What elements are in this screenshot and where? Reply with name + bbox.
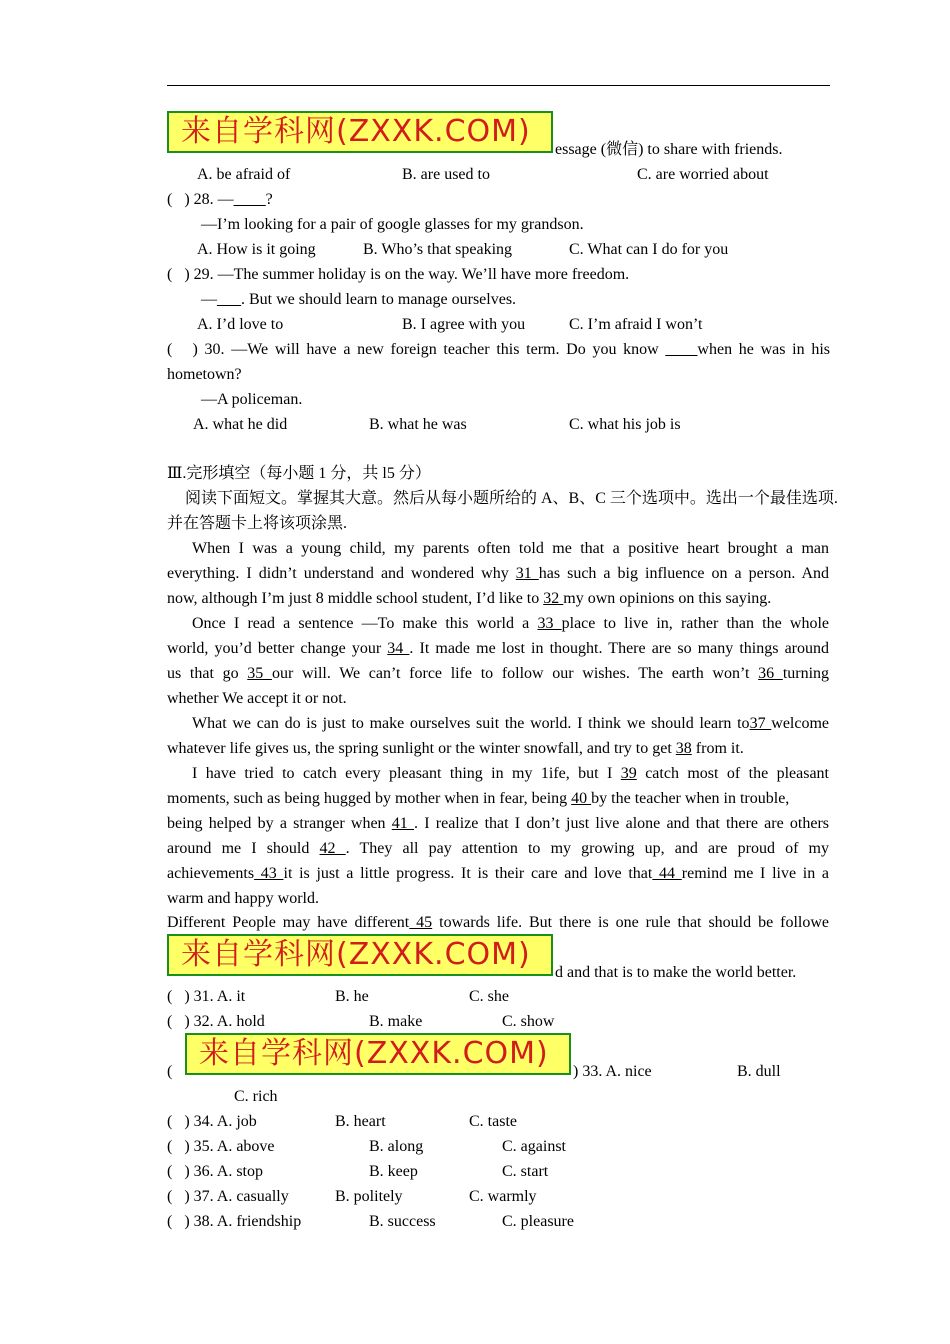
option-33-c: C. rich: [234, 1088, 278, 1105]
option-35-b: B. along: [369, 1138, 424, 1155]
option-38-c: C. pleasure: [502, 1213, 574, 1230]
blank-39: 39: [620, 765, 637, 782]
option-32-c: C. show: [502, 1013, 555, 1030]
answer-paren-open: (: [167, 341, 173, 358]
option-33-b: B. dull: [737, 1063, 781, 1080]
blank-45: 45: [409, 914, 433, 931]
q30-stem-text: 30. —We will have a new foreign teacher this term. Do you know: [204, 341, 666, 358]
q28-reply: —I’m looking for a pair of google glasses for my grandson.: [201, 216, 584, 233]
passage-line: whatever life gives us, the spring sunlight or the winter snowfall, and try to get 38 from it.: [167, 740, 744, 757]
passage-line: being helped by a stranger when 41 . I realize that I don’t just live alone and that there are others: [167, 815, 830, 832]
passage-line: d and that is to make the world better.: [555, 964, 797, 981]
q30-blank: ____: [665, 341, 698, 358]
passage-line: achievements 43 it is just a little progress. It is their care and love that 44 remind me I live in a: [167, 865, 830, 882]
q29-option-a: A. I’d love to: [197, 316, 284, 333]
q27-option-a: A. be afraid of: [197, 166, 291, 183]
q30-option-b: B. what he was: [369, 416, 467, 433]
answer-paren-open: (: [167, 266, 173, 283]
q28-end: ?: [265, 191, 273, 208]
option-row-37: ( ) 37. A. casually: [167, 1188, 289, 1205]
passage-line: moments, such as being hugged by mother when in fear, being 40 by the teacher when in trouble,: [167, 790, 790, 807]
option-row-34: ( ) 34. A. job: [167, 1113, 257, 1130]
option-37-b: B. politely: [335, 1188, 403, 1205]
blank-44: 44: [652, 865, 682, 882]
q30-option-c: C. what his job is: [569, 416, 681, 433]
answer-paren-open: (: [167, 191, 173, 208]
option-31-b: B. he: [335, 988, 369, 1005]
q29-stem-text: 29. —The summer holiday is on the way. We’ll have more freedom.: [193, 266, 630, 283]
section-title: Ⅲ.完形填空（每小题 1 分，共 l5 分）: [167, 465, 431, 482]
watermark-logo: 来自学科网(ZXXK.COM): [167, 934, 553, 976]
passage-line: now, although I’m just 8 middle school student, I’d like to 32 my own opinions on this saying.: [167, 590, 772, 607]
q27-option-b: B. are used to: [402, 166, 490, 183]
option-row-31: ( ) 31. A. it: [167, 988, 246, 1005]
blank-41: 41: [391, 815, 414, 832]
blank-34: 34: [387, 640, 410, 657]
q29-option-b: B. I agree with you: [402, 316, 526, 333]
blank-32: 32: [543, 590, 564, 607]
blank-42: 42: [319, 840, 346, 857]
passage-line: warm and happy world.: [167, 890, 319, 907]
answer-paren-close: ): [184, 266, 190, 283]
option-36-b: B. keep: [369, 1163, 418, 1180]
option-row-32: ( ) 32. A. hold: [167, 1013, 265, 1030]
q28-stem: [167, 190, 273, 210]
answer-paren-close: ): [192, 341, 198, 358]
passage-line: us that go 35 our will. We can’t force life to follow our wishes. The earth won’t 36 turning: [167, 665, 830, 682]
header-rule: [167, 85, 830, 86]
option-row-38: ( ) 38. A. friendship: [167, 1213, 302, 1230]
option-37-c: C. warmly: [469, 1188, 537, 1205]
q29-blank: ___: [217, 291, 241, 308]
blank-36: 36: [758, 665, 783, 682]
passage-line: Different People may have different 45 towards life. But there is one rule that should be followe: [167, 914, 829, 931]
blank-33: 33: [537, 615, 562, 632]
q28-option-c: C. What can I do for you: [569, 241, 729, 258]
blank-40: 40: [571, 790, 592, 807]
q29-reply-dash: —: [201, 291, 217, 308]
q28-number: 28. —: [193, 191, 234, 208]
q28-option-a: A. How is it going: [197, 241, 316, 258]
section-instructions: 阅读下面短文。掌握其大意。然后从每小题所给的 A、B、C 三个选项中。选出一个最佳选项.: [185, 490, 838, 507]
option-38-b: B. success: [369, 1213, 436, 1230]
option-row-33-paren: (: [167, 1063, 173, 1080]
option-row-33: ) 33. A. nice: [573, 1063, 652, 1080]
option-31-c: C. she: [469, 988, 509, 1005]
q29-stem: [167, 265, 629, 285]
passage-line: everything. I didn’t understand and wondered why 31 has such a big influence on a person. And: [167, 565, 830, 582]
passage-line: Once I read a sentence —To make this world a 33 place to live in, rather than the whole: [192, 615, 830, 632]
option-32-b: B. make: [369, 1013, 423, 1030]
q30-option-a: A. what he did: [193, 416, 288, 433]
answer-paren-close: ): [184, 191, 190, 208]
q27-stem-tail: essage (微信) to share with friends.: [555, 141, 783, 158]
blank-43: 43: [254, 865, 284, 882]
passage-line: around me I should 42 . They all pay attention to my growing up, and are proud of my: [167, 840, 829, 857]
q30-stem-tail: when he was in his: [697, 341, 831, 358]
option-36-c: C. start: [502, 1163, 549, 1180]
option-row-36: ( ) 36. A. stop: [167, 1163, 263, 1180]
q27-option-c: C. are worried about: [637, 166, 769, 183]
blank-37: 37: [749, 715, 772, 732]
passage-line: I have tried to catch every pleasant thing in my 1ife, but I 39 catch most of the pleasant: [192, 765, 829, 782]
blank-31: 31: [515, 565, 539, 582]
q29-option-c: C. I’m afraid I won’t: [569, 316, 703, 333]
option-34-c: C. taste: [469, 1113, 517, 1130]
passage-line: When I was a young child, my parents often told me that a positive heart brought a man: [192, 540, 829, 557]
blank-38: 38: [675, 740, 692, 757]
option-row-35: ( ) 35. A. above: [167, 1138, 275, 1155]
q30-reply: —A policeman.: [201, 391, 303, 408]
q28-blank: ____: [233, 191, 266, 208]
q30-stem: [167, 340, 830, 360]
section-instructions-cont: 并在答题卡上将该项涂黑.: [167, 515, 348, 532]
blank-35: 35: [247, 665, 272, 682]
watermark-logo: 来自学科网(ZXXK.COM): [167, 111, 553, 153]
q30-stem-cont: hometown?: [167, 366, 242, 383]
q29-reply-text: . But we should learn to manage ourselves.: [241, 291, 517, 308]
passage-line: whether We accept it or not.: [167, 690, 347, 707]
passage-line: world, you’d better change your 34 . It made me lost in thought. There are so many things around: [167, 640, 830, 657]
q29-reply: [201, 290, 516, 310]
passage-line: What we can do is just to make ourselves suit the world. I think we should learn to37 welcome: [192, 715, 830, 732]
option-34-b: B. heart: [335, 1113, 386, 1130]
watermark-logo: 来自学科网(ZXXK.COM): [185, 1033, 571, 1075]
q28-option-b: B. Who’s that speaking: [363, 241, 513, 258]
option-35-c: C. against: [502, 1138, 566, 1155]
